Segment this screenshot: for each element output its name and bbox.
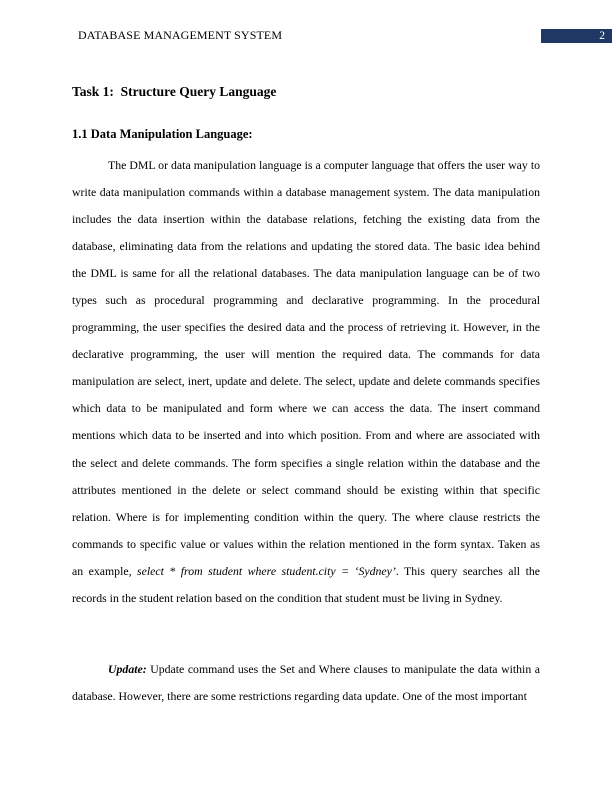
paragraph-text: The DML or data manipulation language is a computer language that offers the user way to write data manipulation commands within a database management system. The data manipulation includes the data insertion within the database relations, fetching the existing data from the database, eliminating data from the relations and updating the stored data. The basic idea behind the DML is same for all the relational databases. The data manipulation language can be of two types such as procedural programming and declarative programming. In the procedural programming, the user specifies the desired data and the process of retrieving it. However, in the declarative programming, the user will mention the required data. The commands for data manipulation are select, inert, update and delete. The select, update and delete commands specifies which data to be manipulated and form where we can access the data. The insert command mentions which data to be inserted and into which position. From and where are associated with the select and delete commands. The form specifies a single relation within the database and the attributes mentioned in the delete or select command should be existing within that specific relation. Where is for implementing condition within the query. The where clause restricts the commands to specific value or values within the relation mentioned in the form syntax. Taken as an example, — [72, 157, 540, 578]
section-heading: 1.1 Data Manipulation Language: — [72, 127, 253, 141]
task-heading: Task 1: Structure Query Language — [72, 84, 277, 99]
page-number: 2 — [541, 29, 612, 43]
example-query: select * from student where student.city = ‘Sydney’ — [137, 563, 396, 578]
body-paragraph-update — [72, 656, 540, 710]
paragraph-text-continued: . This query searches all the records in the student relation based on the condition that student must be living in Sydney. — [72, 563, 540, 605]
update-label: Update: — [108, 662, 147, 676]
header-title: DATABASE MANAGEMENT SYSTEM — [78, 28, 283, 42]
update-paragraph-text: Update command uses the Set and Where clauses to manipulate the data within a database. However, there are some restrictions regarding data update. One of the most important — [72, 662, 540, 704]
body-paragraph-dml — [72, 152, 540, 613]
